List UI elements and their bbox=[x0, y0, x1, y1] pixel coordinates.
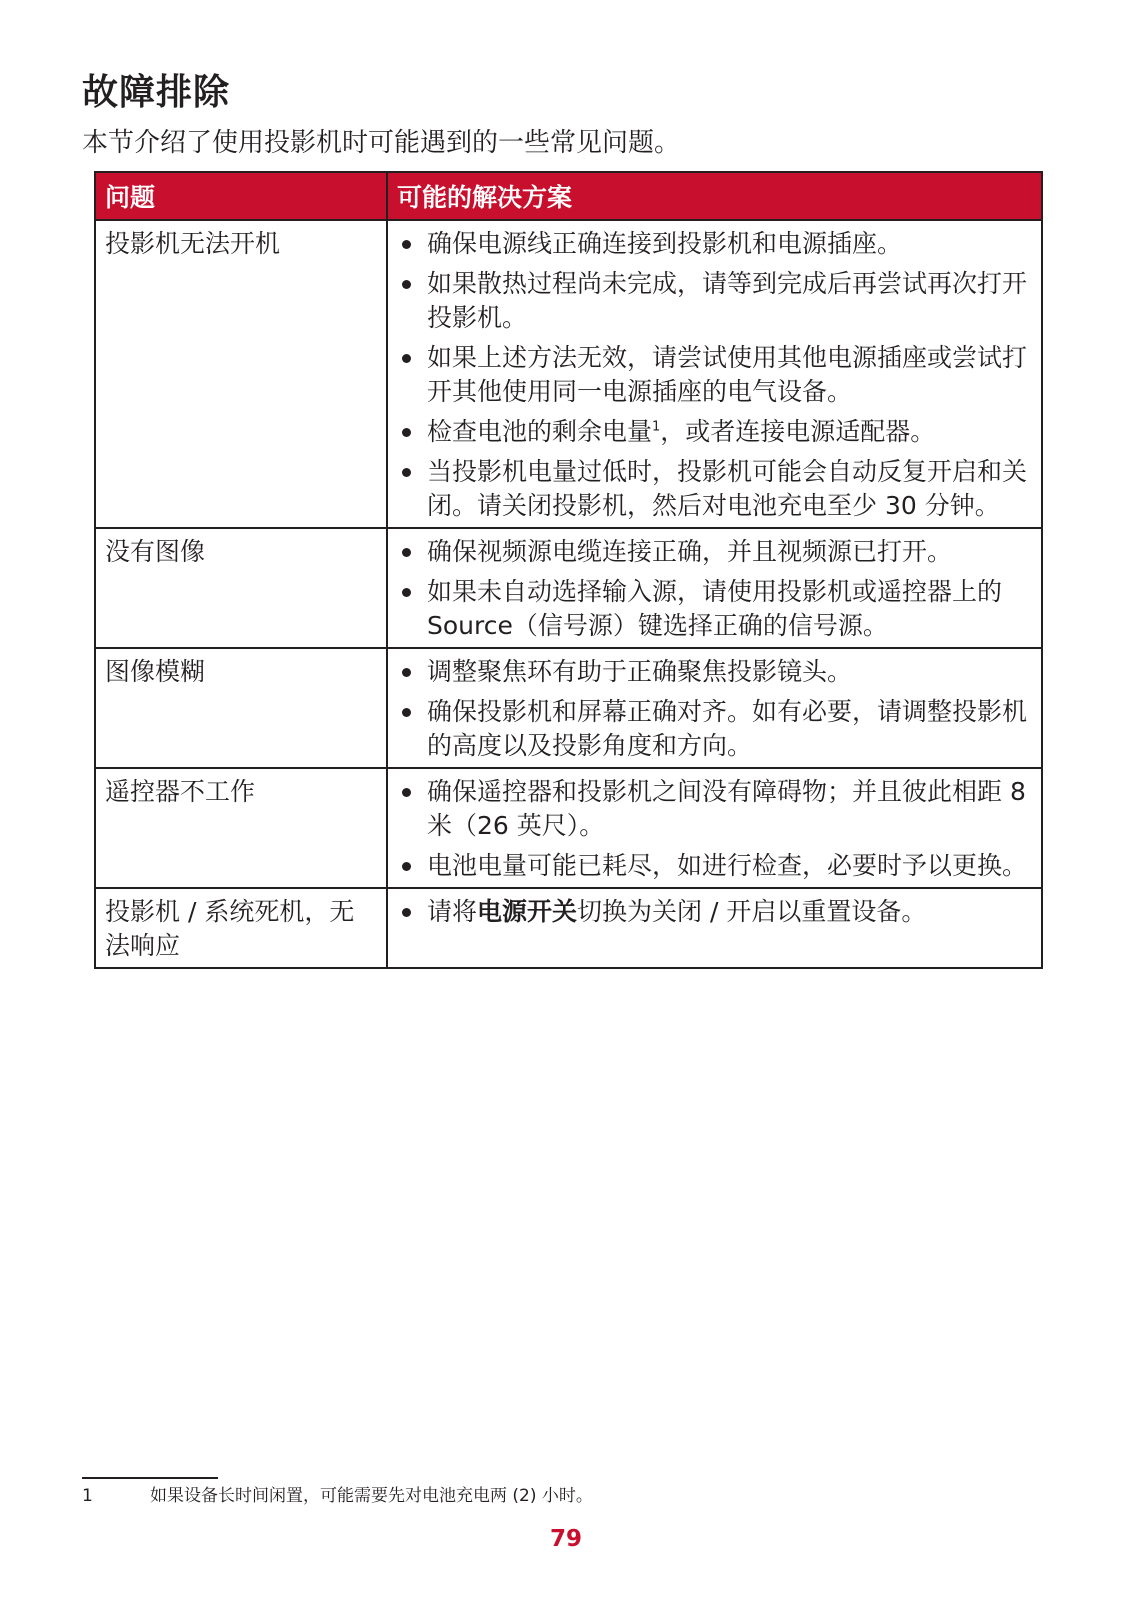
solution-item bbox=[427, 415, 1032, 449]
solution-item bbox=[427, 267, 1032, 335]
problem-cell bbox=[95, 220, 387, 528]
bullet-icon bbox=[402, 280, 411, 289]
bullet-icon bbox=[402, 428, 411, 437]
table-header-row bbox=[95, 172, 1042, 220]
solution-text-part: 请将 bbox=[427, 897, 478, 926]
intro-paragraph: 本节介绍了使用投影机时可能遇到的一些常见问题。 bbox=[82, 128, 681, 158]
solution-cell bbox=[387, 768, 1042, 888]
solution-item bbox=[427, 849, 1032, 883]
problem-cell bbox=[95, 768, 387, 888]
problem-text: 遥控器不工作 bbox=[105, 777, 256, 806]
footnote-number: 1 bbox=[82, 1486, 93, 1506]
solution-text: 确保遥控器和投影机之间没有障碍物；并且彼此相距 8 米（26 英尺）。 bbox=[427, 777, 1026, 840]
solution-text: 如果上述方法无效，请尝试使用其他电源插座或尝试打开其他使用同一电源插座的电气设备。 bbox=[427, 343, 1028, 406]
problem-cell bbox=[95, 648, 387, 768]
solution-cell bbox=[387, 220, 1042, 528]
bullet-icon bbox=[402, 468, 411, 477]
bullet-icon bbox=[402, 588, 411, 597]
solution-text: 确保电源线正确连接到投影机和电源插座。 bbox=[427, 229, 903, 258]
problem-cell bbox=[95, 888, 387, 968]
table-row bbox=[95, 648, 1042, 768]
table-row bbox=[95, 888, 1042, 968]
page-title: 故障排除 bbox=[82, 72, 231, 113]
solution-text: 如果未自动选择输入源，请使用投影机或遥控器上的 Source（信号源）键选择正确的信号源。 bbox=[427, 577, 1003, 640]
problem-cell bbox=[95, 528, 387, 648]
bullet-icon bbox=[402, 788, 411, 797]
solution-item bbox=[427, 695, 1032, 763]
power-switch-label: 电源开关 bbox=[477, 897, 578, 926]
header-problem: 问题 bbox=[95, 172, 387, 220]
table-row bbox=[95, 220, 1042, 528]
problem-text: 没有图像 bbox=[105, 537, 206, 566]
problem-text: 投影机 / 系统死机，无法响应 bbox=[105, 897, 355, 960]
bullet-icon bbox=[402, 708, 411, 717]
bullet-icon bbox=[402, 240, 411, 249]
page-number: 79 bbox=[549, 1526, 582, 1552]
problem-text: 投影机无法开机 bbox=[105, 229, 281, 258]
solution-cell bbox=[387, 528, 1042, 648]
solution-text: 电池电量可能已耗尽，如进行检查，必要时予以更换。 bbox=[427, 851, 1028, 880]
solution-text: 确保投影机和屏幕正确对齐。如有必要，请调整投影机的高度以及投影角度和方向。 bbox=[427, 697, 1028, 760]
solution-item bbox=[427, 227, 1032, 261]
solution-text: 调整聚焦环有助于正确聚焦投影镜头。 bbox=[427, 657, 853, 686]
solution-item bbox=[427, 455, 1032, 523]
solution-list bbox=[397, 227, 1032, 523]
solution-list bbox=[397, 655, 1032, 763]
footnote-text: 如果设备长时间闲置，可能需要先对电池充电两 (2) 小时。 bbox=[150, 1486, 593, 1506]
solution-cell bbox=[387, 648, 1042, 768]
solution-text-part: ，或者连接电源适配器。 bbox=[660, 417, 936, 446]
troubleshooting-table bbox=[94, 171, 1043, 969]
bullet-icon bbox=[402, 862, 411, 871]
solution-text-part: 切换为关闭 / 开启以重置设备。 bbox=[577, 897, 927, 926]
solution-text-part: 检查电池的剩余电量 bbox=[427, 417, 653, 446]
solution-item bbox=[427, 895, 1032, 929]
table-row bbox=[95, 528, 1042, 648]
footnote-reference: 1 bbox=[652, 419, 661, 435]
bullet-icon bbox=[402, 668, 411, 677]
solution-cell bbox=[387, 888, 1042, 968]
problem-text: 图像模糊 bbox=[105, 657, 206, 686]
solution-item bbox=[427, 535, 1032, 569]
solution-list bbox=[397, 895, 1032, 929]
solution-item bbox=[427, 655, 1032, 689]
bullet-icon bbox=[402, 908, 411, 917]
solution-text: 如果散热过程尚未完成，请等到完成后再尝试再次打开投影机。 bbox=[427, 269, 1028, 332]
bullet-icon bbox=[402, 548, 411, 557]
solution-text: 确保视频源电缆连接正确，并且视频源已打开。 bbox=[427, 537, 953, 566]
header-solution: 可能的解决方案 bbox=[387, 172, 1042, 220]
bullet-icon bbox=[402, 354, 411, 363]
solution-item bbox=[427, 775, 1032, 843]
footnote-divider bbox=[82, 1477, 218, 1479]
solution-list bbox=[397, 535, 1032, 643]
solution-list bbox=[397, 775, 1032, 883]
table-row bbox=[95, 768, 1042, 888]
solution-item bbox=[427, 341, 1032, 409]
solution-text: 当投影机电量过低时，投影机可能会自动反复开启和关闭。请关闭投影机，然后对电池充电至少 30 分钟。 bbox=[427, 457, 1028, 520]
solution-item bbox=[427, 575, 1032, 643]
